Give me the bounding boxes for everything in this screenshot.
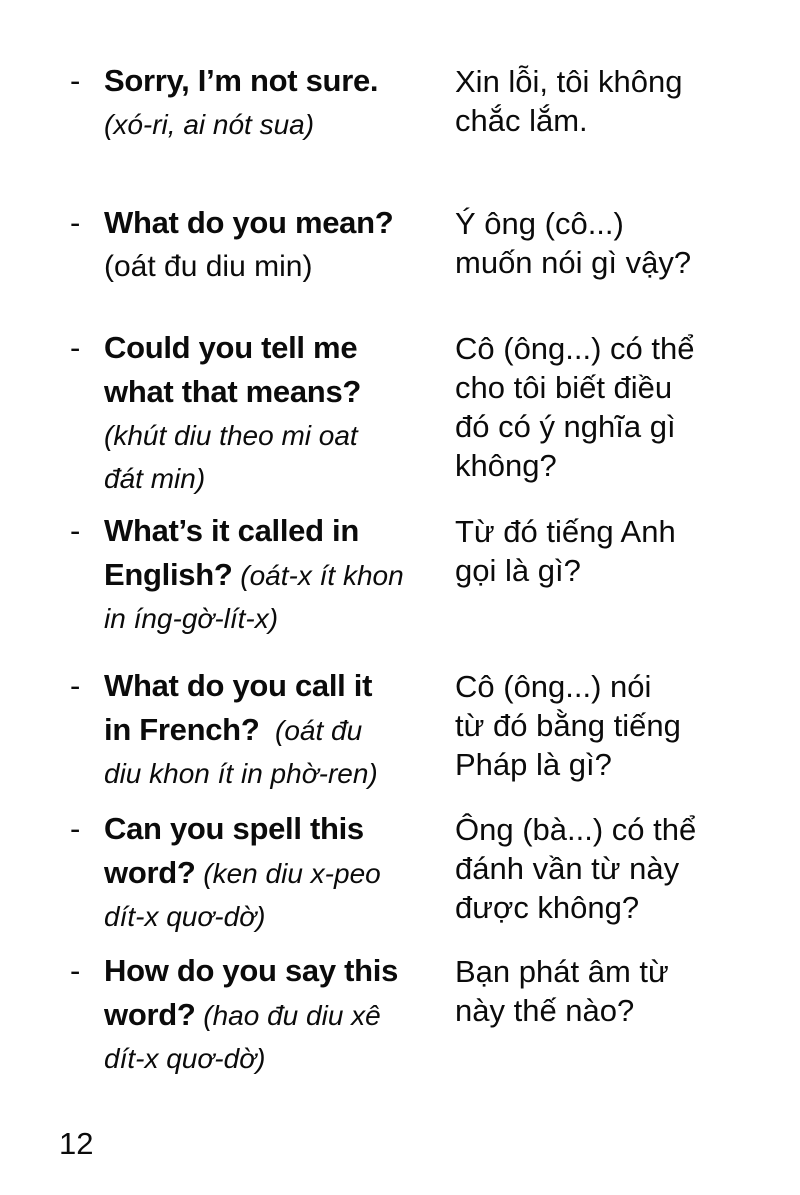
vietnamese-line: đánh vần từ này bbox=[455, 851, 680, 886]
vietnamese-line: Ý ông (cô...) bbox=[455, 206, 624, 241]
vietnamese-line: từ đó bằng tiếng bbox=[455, 708, 681, 743]
phrase-line bbox=[104, 854, 452, 898]
dash-bullet: - bbox=[70, 811, 81, 846]
vietnamese-line: Xin lỗi, tôi không bbox=[455, 64, 683, 99]
vietnamese-column bbox=[455, 512, 800, 590]
phrase-line bbox=[104, 329, 452, 373]
pronunciation-text: đát min) bbox=[104, 463, 206, 494]
pronunciation-text: (oát đu bbox=[259, 715, 363, 746]
pronunciation-text: in íng-gờ-lít-x) bbox=[104, 603, 279, 634]
vietnamese-line: Pháp là gì? bbox=[455, 747, 612, 782]
english-phrase-block bbox=[104, 810, 452, 941]
phrase-line bbox=[104, 600, 452, 643]
phrase-line bbox=[104, 460, 452, 503]
english-phrase-block bbox=[104, 952, 452, 1083]
english-phrase-block bbox=[104, 329, 452, 503]
pronunciation-text: (oát-x ít khon bbox=[232, 560, 404, 591]
vietnamese-line: gọi là gì? bbox=[455, 553, 581, 588]
dash-bullet: - bbox=[70, 205, 81, 240]
dash-bullet: - bbox=[70, 668, 81, 703]
pronunciation-text: dít-x quơ-dờ) bbox=[104, 1043, 266, 1074]
phrase-line bbox=[104, 952, 452, 996]
pronunciation-text: (khút diu theo mi oat bbox=[104, 420, 358, 451]
english-text: what that means? bbox=[104, 374, 362, 409]
english-phrase-block bbox=[104, 62, 452, 149]
english-text: What do you call it bbox=[104, 668, 373, 703]
english-text: word? bbox=[104, 855, 196, 890]
vietnamese-line: cho tôi biết điều bbox=[455, 370, 673, 405]
phrase-line bbox=[104, 667, 452, 711]
vietnamese-line: không? bbox=[455, 448, 557, 483]
english-text: What’s it called in bbox=[104, 513, 359, 548]
vietnamese-line: muốn nói gì vậy? bbox=[455, 245, 692, 280]
english-column bbox=[70, 952, 452, 1083]
phrase-line bbox=[104, 106, 452, 149]
phrase-line bbox=[104, 996, 452, 1040]
phrase-line bbox=[104, 204, 452, 248]
phrase-line bbox=[104, 810, 452, 854]
phrase-line bbox=[104, 62, 452, 106]
vietnamese-line: Ông (bà...) có thể bbox=[455, 812, 697, 847]
phrase-line bbox=[104, 248, 452, 291]
vietnamese-line: này thế nào? bbox=[455, 993, 635, 1028]
dash-bullet: - bbox=[70, 330, 81, 365]
english-text: What do you mean? bbox=[104, 205, 394, 240]
vietnamese-column bbox=[455, 204, 800, 282]
dash-bullet: - bbox=[70, 63, 81, 98]
english-text: How do you say this bbox=[104, 953, 399, 988]
phrase-line bbox=[104, 711, 452, 755]
english-column bbox=[70, 810, 452, 941]
english-column bbox=[70, 512, 452, 643]
english-text: Can you spell this bbox=[104, 811, 364, 846]
english-phrase-block bbox=[104, 512, 452, 643]
pronunciation-text: (hao đu diu xê bbox=[195, 1000, 381, 1031]
vietnamese-line: chắc lắm. bbox=[455, 103, 588, 138]
phrase-line bbox=[104, 556, 452, 600]
phrase-line bbox=[104, 755, 452, 798]
vietnamese-column bbox=[455, 62, 800, 140]
pronunciation-text: (oát đu diu min) bbox=[104, 250, 313, 283]
english-text: Could you tell me bbox=[104, 330, 358, 365]
english-column bbox=[70, 62, 452, 149]
english-text: English? bbox=[104, 557, 233, 592]
page-number: 12 bbox=[59, 1126, 94, 1161]
vietnamese-line: Cô (ông...) có thể bbox=[455, 331, 695, 366]
vietnamese-column bbox=[455, 667, 800, 784]
vietnamese-column bbox=[455, 810, 800, 927]
dash-bullet: - bbox=[70, 513, 81, 548]
vietnamese-column bbox=[455, 952, 800, 1030]
pronunciation-text: (ken diu x-peo bbox=[195, 858, 381, 889]
phrase-line bbox=[104, 373, 452, 417]
vietnamese-line: đó có ý nghĩa gì bbox=[455, 409, 676, 444]
vietnamese-line: Từ đó tiếng Anh bbox=[455, 514, 676, 549]
english-column bbox=[70, 667, 452, 798]
english-phrase-block bbox=[104, 667, 452, 798]
dash-bullet: - bbox=[70, 953, 81, 988]
vietnamese-line: được không? bbox=[455, 890, 640, 925]
vietnamese-column bbox=[455, 329, 800, 485]
english-phrase-block bbox=[104, 204, 452, 291]
english-text: in French? bbox=[104, 712, 260, 747]
english-column bbox=[70, 204, 452, 291]
pronunciation-text: diu khon ít in phờ-ren) bbox=[104, 758, 378, 789]
pronunciation-text: (xó-ri, ai nót sua) bbox=[104, 109, 315, 140]
vietnamese-line: Cô (ông...) nói bbox=[455, 669, 652, 704]
english-text: word? bbox=[104, 997, 196, 1032]
phrase-line bbox=[104, 512, 452, 556]
english-column bbox=[70, 329, 452, 503]
english-text: Sorry, I’m not sure. bbox=[104, 63, 379, 98]
phrase-line bbox=[104, 1040, 452, 1083]
pronunciation-text: dít-x quơ-dờ) bbox=[104, 901, 266, 932]
phrase-line bbox=[104, 417, 452, 460]
phrase-line bbox=[104, 898, 452, 941]
vietnamese-line: Bạn phát âm từ bbox=[455, 954, 669, 989]
